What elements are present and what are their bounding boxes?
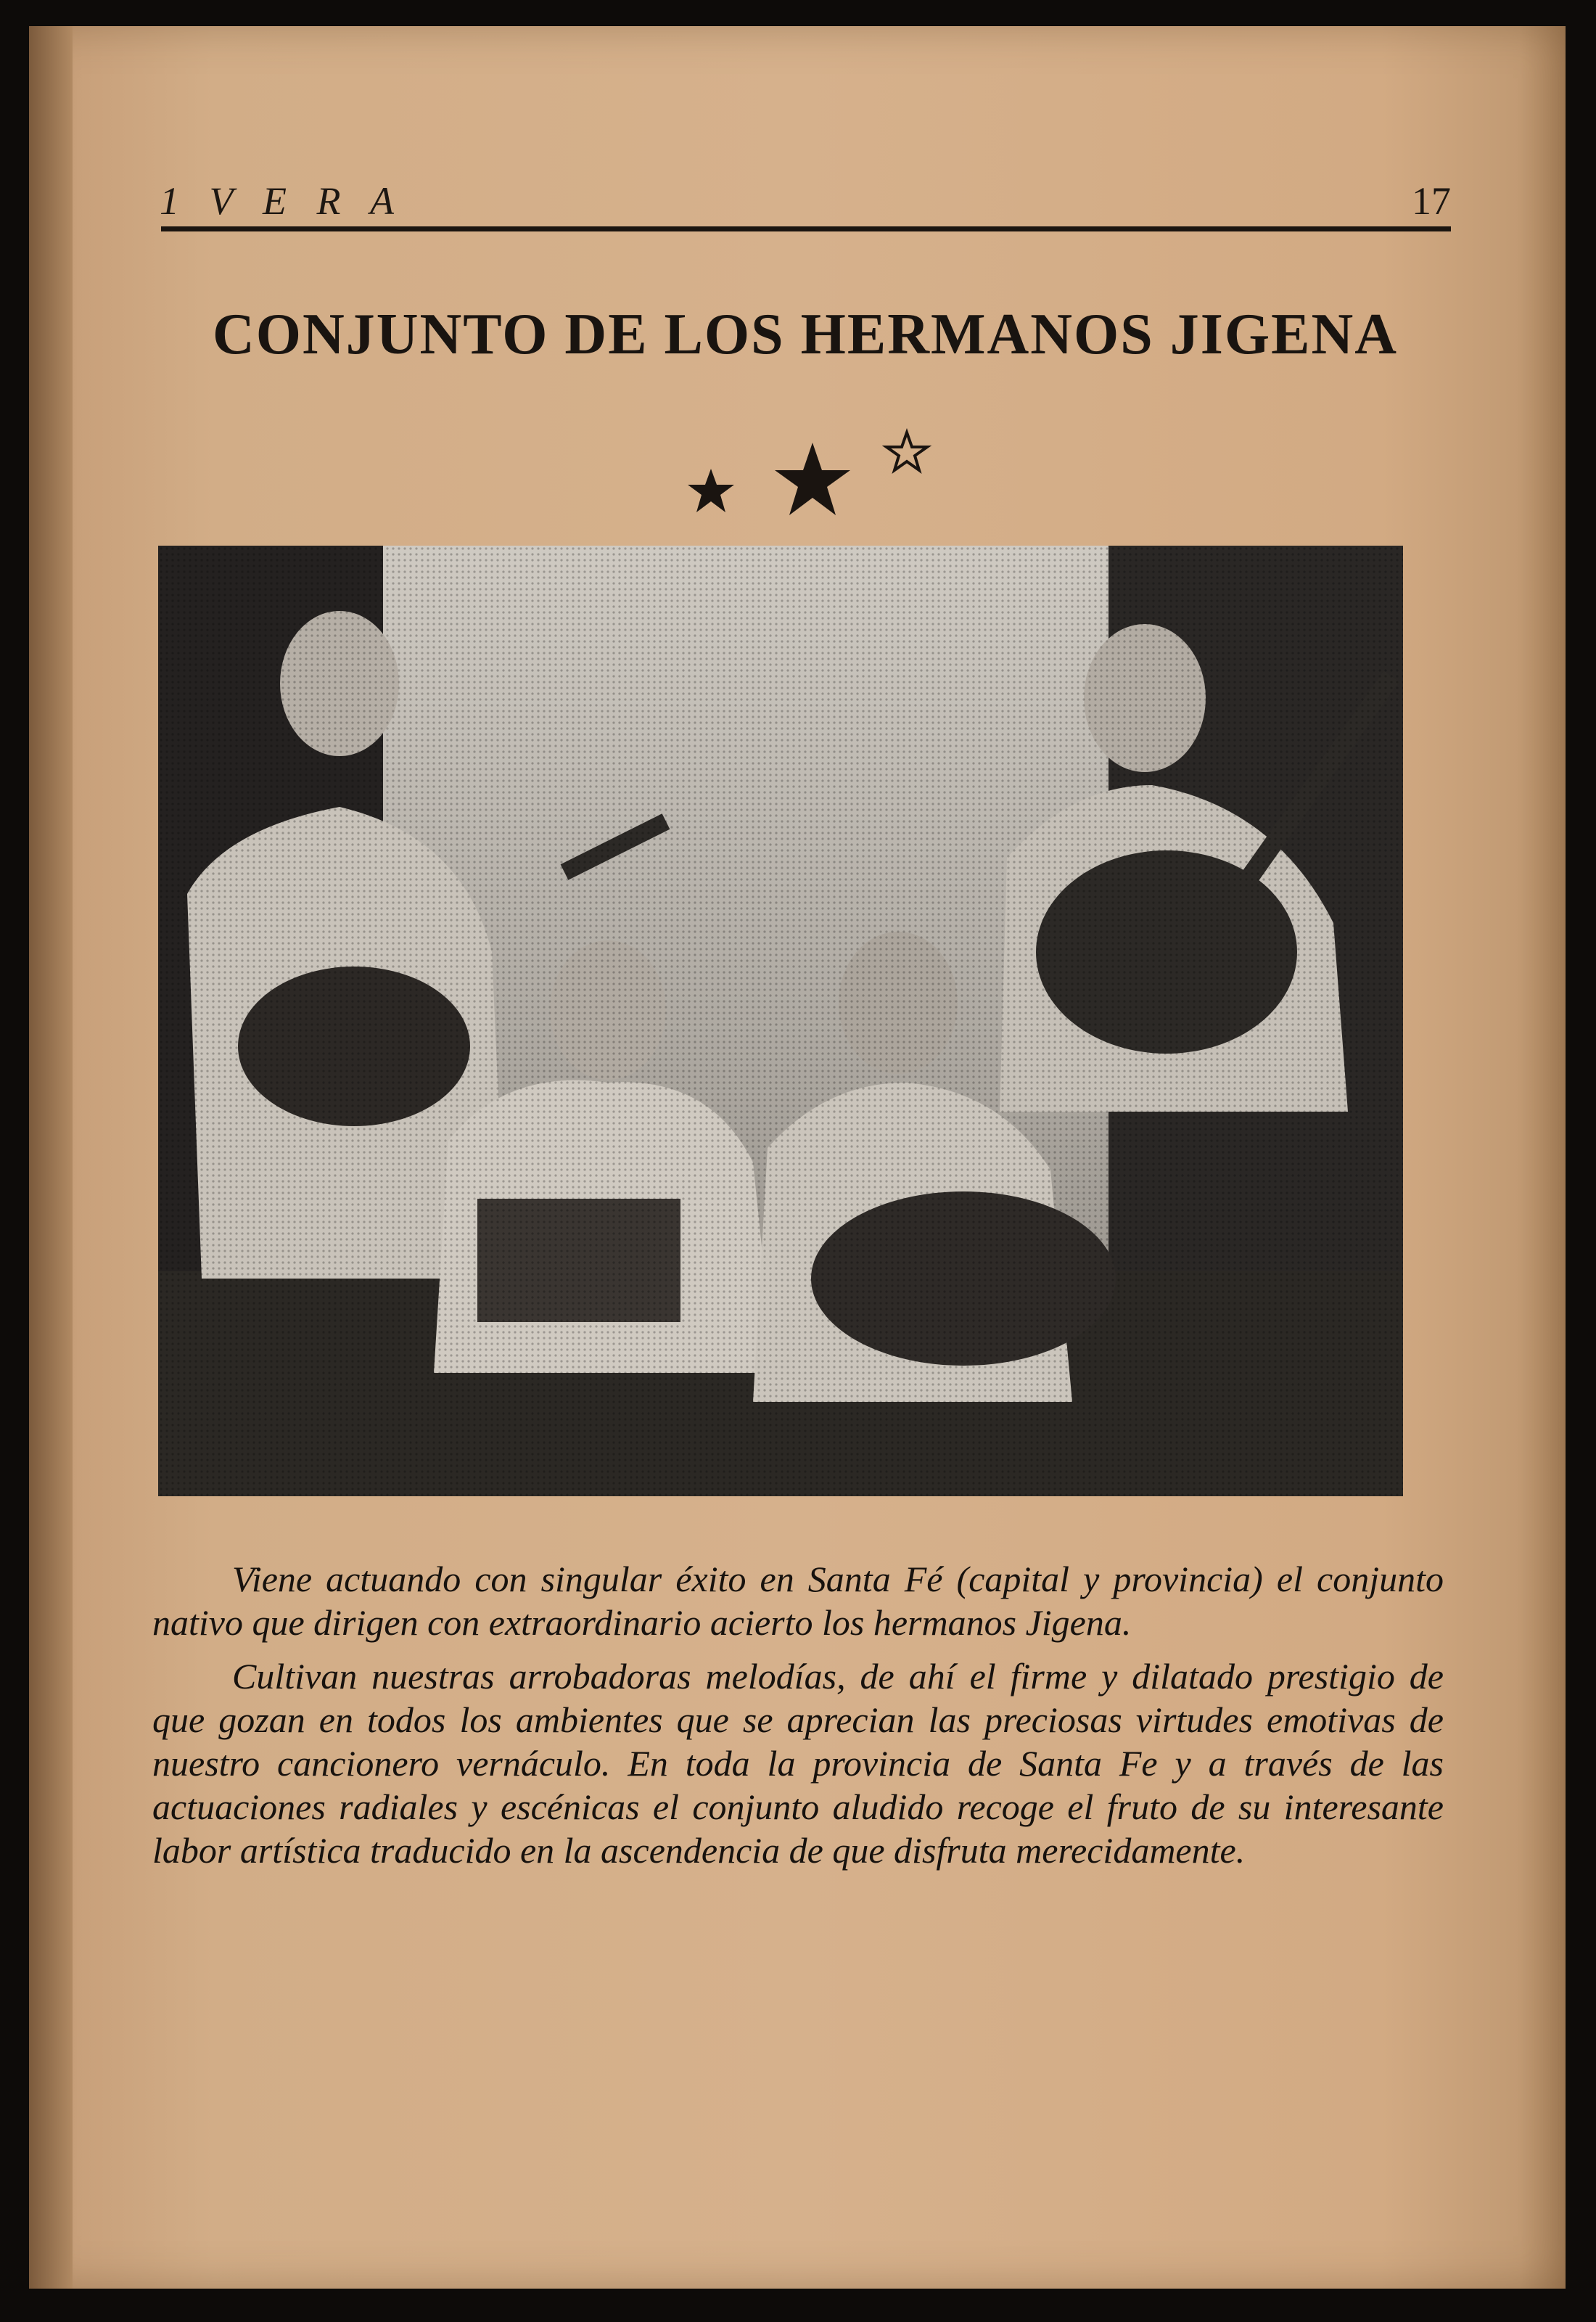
- small-star-icon: [688, 469, 734, 512]
- caption-paragraph-1: Viene actuando con singular éxito en Santa Fé (capital y provincia) el conjunto nativo que dirigen con extraordinario acierto los hermanos Jigena.: [152, 1559, 1444, 1643]
- caption-paragraph-2: Cultivan nuestras arrobadoras melodías, de ahí el firme y dilatado prestigio de que gozan en todos los ambientes que se aprecian las preciosas virtudes emotivas de nuestro cancionero vernáculo. En toda la provincia de Santa Fe y a través de las actuaciones radiales y escénicas el conjunto aludido recoge el fruto de su interesante labor artística traducido en la ascendencia de que disfruta merecidamente.: [152, 1656, 1444, 1871]
- page-number: 17: [1412, 179, 1451, 223]
- group-photo-four-guitarists-icon: [158, 546, 1403, 1496]
- header-rule: [161, 226, 1451, 231]
- binding-gutter: [29, 26, 73, 2289]
- running-head: [160, 164, 1451, 222]
- outline-star-icon: [887, 432, 927, 470]
- three-stars-ornament-icon: [667, 418, 958, 520]
- large-star-icon: [775, 443, 850, 515]
- article-title: CONJUNTO DE LOS HERMANOS JIGENA: [212, 303, 1399, 366]
- magazine-page: [29, 26, 1566, 2289]
- article-caption: [152, 1557, 1444, 1882]
- running-head-title: 1 V E R A: [160, 179, 404, 223]
